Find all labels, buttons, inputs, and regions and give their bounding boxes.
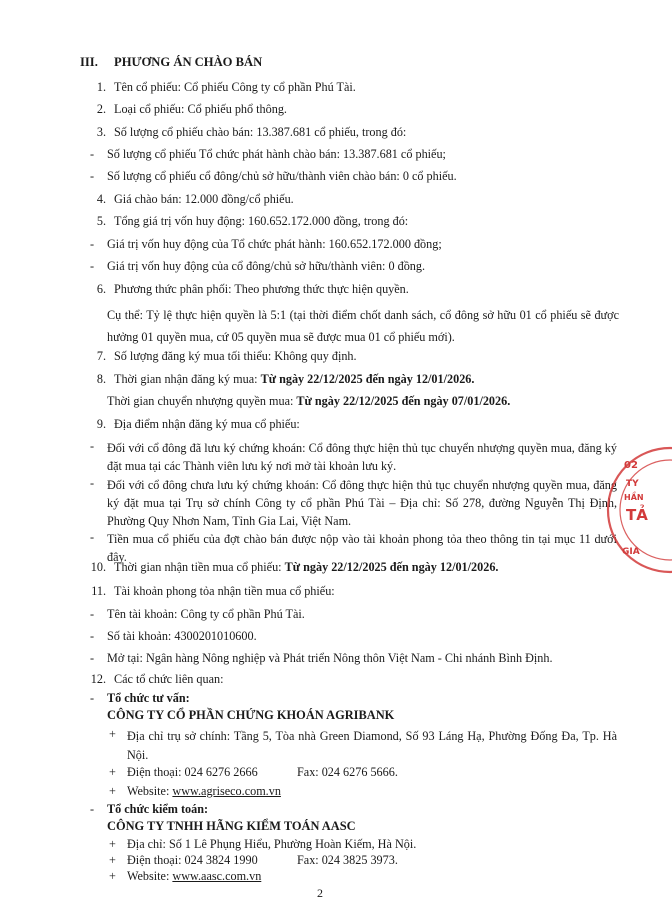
item-8-line-2 [107,394,617,409]
bullet-plus: + [109,869,116,883]
item-number: 3. [96,125,106,139]
item-number: 10. [90,560,106,574]
item-number: 7. [96,349,106,363]
item-number: 6. [96,282,106,296]
item-6 [80,282,620,297]
item-5-sub-2: Giá trị vốn huy động của cổ đông/chủ sở hữu/thành viên: 0 đồng. [107,259,426,273]
item-8-label-2: Thời gian chuyển nhượng quyền mua: [107,394,297,408]
account-bank: Mở tại: Ngân hàng Nông nghiệp và Phát triển Nông thôn Việt Nam - Chi nhánh Bình Định. [107,651,553,665]
bullet-plus: + [109,837,116,851]
auditor-website-link[interactable]: www.aasc.com.vn [172,869,262,883]
item-9 [80,417,620,432]
item-8 [80,372,620,387]
item-9-sub-3: Tiền mua cổ phiếu của đợt chào bán được nộp vào tài khoản phong tỏa theo thông tin tại mục 11 dưới đây. [107,532,617,564]
item-11 [80,584,620,599]
advisor-phone: Điện thoại: 024 6276 2666 [127,765,258,779]
advisor-website-line [127,784,637,799]
auditor-website-label: Website: [127,869,173,883]
bullet-dash: - [90,169,95,183]
item-number: 1. [96,80,106,94]
stamp-text-3: HẦN [624,493,644,502]
bullet-dash: - [90,530,95,544]
item-text: Phương thức phân phối: Theo phương thức thực hiện quyền. [114,282,409,296]
auditor-phone: Điện thoại: 024 3824 1990 [127,853,258,867]
item-3-sub-2: Số lượng cổ phiếu cổ đông/chủ sở hữu/thành viên chào bán: 0 cổ phiếu. [107,169,457,183]
item-text: Các tổ chức liên quan: [114,672,224,686]
account-number: Số tài khoản: 4300201010600. [107,629,257,643]
stamp-text-4: TẢ [626,506,648,524]
advisor-website-label: Website: [127,784,173,798]
section-title: PHƯƠNG ÁN CHÀO BÁN [114,55,263,69]
advisor-label: Tổ chức tư vấn: [107,691,190,705]
advisor-fax: Fax: 024 6276 5666. [297,765,398,779]
bullet-dash: - [90,439,95,453]
page-number: 2 [317,886,323,900]
advisor-address: Địa chỉ trụ sở chính: Tầng 5, Tòa nhà Green Diamond, Số 93 Láng Hạ, Phường Đống Đa, Tp. Hà Nội. [127,729,617,762]
bullet-plus: + [109,727,116,741]
bullet-dash: - [90,651,95,665]
item-text: Địa điểm nhận đăng ký mua cổ phiếu: [114,417,300,431]
item-9-sub-1: Đối với cổ đông đã lưu ký chứng khoán: Cổ đông thực hiện thủ tục chuyển nhượng quyền mua, đăng ký đặt mua tại các Thành viên lưu ký nơi mở tài khoản lưu ký. [107,441,617,473]
bullet-plus: + [109,784,116,798]
item-5 [80,214,620,229]
stamp-text-1: 02 [624,460,638,471]
section-roman-numeral: III. [80,55,98,69]
stamp-text-2: TY [626,479,639,489]
item-text: Tài khoản phong tỏa nhận tiền mua cổ phiếu: [114,584,335,598]
item-3-sub-1: Số lượng cổ phiếu Tổ chức phát hành chào bán: 13.387.681 cổ phiếu; [107,147,446,161]
advisor-name: CÔNG TY CỔ PHẦN CHỨNG KHOÁN AGRIBANK [107,708,395,722]
item-number: 9. [96,417,106,431]
bullet-dash: - [90,237,95,251]
section-heading [80,55,262,71]
auditor-label: Tổ chức kiểm toán: [107,802,209,816]
item-8-value-1: Từ ngày 22/12/2025 đến ngày 12/01/2026. [260,372,475,386]
item-text: Tên cổ phiếu: Cổ phiếu Công ty cổ phần Phú Tài. [114,80,356,94]
item-4 [80,192,620,207]
bullet-dash: - [90,147,95,161]
auditor-address: Địa chỉ: Số 1 Lê Phụng Hiểu, Phường Hoàn Kiếm, Hà Nội. [127,837,417,851]
stamp-text-5: GIA [622,547,640,557]
bullet-plus: + [109,765,116,779]
bullet-dash: - [90,607,95,621]
item-number: 12. [90,672,106,686]
item-1 [80,80,620,95]
bullet-dash: - [90,476,95,490]
item-text: Số lượng cổ phiếu chào bán: 13.387.681 cổ phiếu, trong đó: [114,125,407,139]
item-text: Tổng giá trị vốn huy động: 160.652.172.000 đồng, trong đó: [114,214,409,228]
item-8-label-1: Thời gian nhận đăng ký mua: [114,372,261,386]
item-9-sub-2: Đối với cổ đông chưa lưu ký chứng khoán: Cổ đông thực hiện thủ tục chuyển nhượng quyền mua, đăng ký đặt mua tại Trụ sở chính Công ty cổ phần Phú Tài – Địa chỉ: Số 278, đường Nguyễn Thị Định, Phường Quy Nhơn Nam, Tỉnh Gia Lai, Việt Nam. [107,478,617,528]
company-seal-stamp [612,440,672,590]
advisor-website-link[interactable]: www.agriseco.com.vn [172,784,281,798]
item-10-label: Thời gian nhận tiền mua cổ phiếu: [114,560,285,574]
item-3 [80,125,620,140]
item-10-value: Từ ngày 22/12/2025 đến ngày 12/01/2026. [284,560,499,574]
bullet-dash: - [90,629,95,643]
item-5-sub-1: Giá trị vốn huy động của Tổ chức phát hành: 160.652.172.000 đồng; [107,237,442,251]
account-name: Tên tài khoản: Công ty cổ phần Phú Tài. [107,607,305,621]
bullet-dash: - [90,802,95,816]
item-7 [80,349,620,364]
item-number: 4. [96,192,106,206]
item-6-detail: Cụ thể: Tỷ lệ thực hiện quyền là 5:1 (tại thời điểm chốt danh sách, cổ đông sở hữu 01 cổ phiếu sẽ được hưởng 01 quyền mua, cứ 05 quyền mua sẽ được mua 01 cổ phiếu mới). [107,308,619,344]
item-number: 2. [96,102,106,116]
item-text: Số lượng đăng ký mua tối thiểu: Không quy định. [114,349,357,363]
item-2 [80,102,620,117]
item-text: Giá chào bán: 12.000 đồng/cổ phiếu. [114,192,294,206]
item-12 [80,672,620,687]
item-10 [80,560,620,575]
auditor-name: CÔNG TY TNHH HÃNG KIỂM TOÁN AASC [107,819,356,833]
item-number: 5. [96,214,106,228]
item-number: 11. [91,584,106,598]
bullet-plus: + [109,853,116,867]
item-number: 8. [96,372,106,386]
bullet-dash: - [90,259,95,273]
item-8-value-2: Từ ngày 22/12/2025 đến ngày 07/01/2026. [296,394,511,408]
auditor-fax: Fax: 024 3825 3973. [297,853,398,867]
item-text: Loại cổ phiếu: Cổ phiếu phổ thông. [114,102,287,116]
auditor-website-line [127,869,637,884]
bullet-dash: - [90,691,95,705]
